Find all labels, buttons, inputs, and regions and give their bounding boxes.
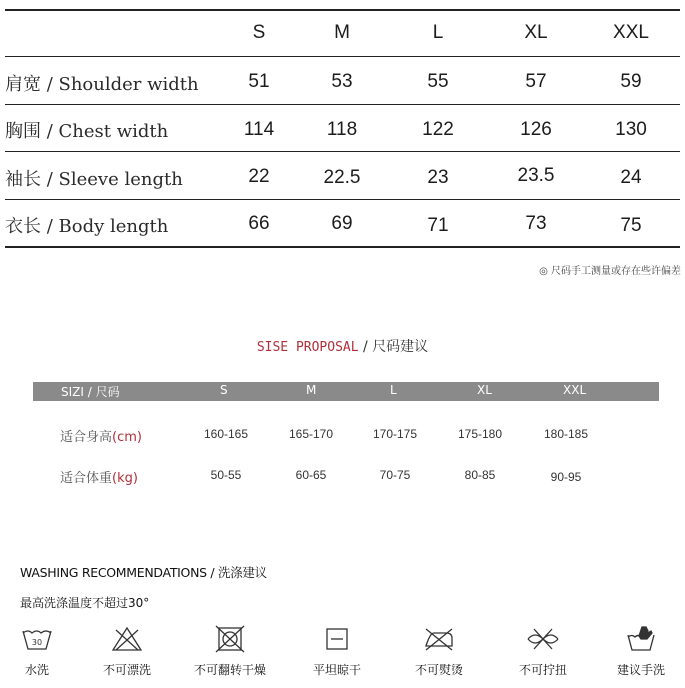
- weight-value: 70-75: [379, 468, 411, 482]
- wash-tub-30-icon: [20, 625, 54, 653]
- proposal-title-sep: /: [358, 339, 373, 355]
- table-cell: 57: [525, 71, 547, 92]
- table-cell: 51: [248, 71, 270, 92]
- size-header-xl: XL: [524, 22, 548, 43]
- table-cell: 23: [427, 167, 449, 188]
- weight-value: 50-55: [210, 468, 242, 482]
- table-cell: 71: [427, 215, 449, 236]
- table-cell: 22.5: [323, 167, 361, 188]
- proposal-size-l: L: [390, 383, 397, 397]
- proposal-size-xl: XL: [477, 383, 492, 397]
- wash-label: 建议手洗: [616, 663, 665, 677]
- table-cell: 75: [620, 215, 642, 236]
- table-rule: [5, 151, 680, 152]
- no-wring-icon: [526, 625, 560, 653]
- washing-temp-note: 最高洗涤温度不超过30°: [20, 596, 150, 610]
- row-label-shoulder: 肩宽 / Shoulder width: [5, 74, 199, 95]
- no-bleach-icon: [110, 625, 144, 653]
- hand-wash-icon: [624, 625, 658, 653]
- no-tumble-dry-icon: [213, 625, 247, 653]
- size-header-s: S: [252, 22, 266, 43]
- weight-label: [60, 467, 138, 486]
- wash-label: 不可熨烫: [414, 663, 463, 677]
- table-cell: 122: [422, 119, 454, 140]
- height-value: 160-165: [203, 427, 249, 441]
- height-value: 165-170: [288, 427, 334, 441]
- weight-value: 90-95: [550, 470, 582, 484]
- wash-label: 不可拧扭: [518, 663, 567, 677]
- height-value: 170-175: [372, 427, 418, 441]
- height-label: [60, 426, 142, 445]
- table-rule: [5, 199, 680, 200]
- wash-label: 不可漂洗: [102, 663, 151, 677]
- proposal-size-xxl: XXL: [563, 383, 587, 397]
- table-cell: 24: [620, 167, 642, 188]
- table-cell: 69: [331, 213, 353, 234]
- table-cell: 126: [520, 119, 552, 140]
- size-header-xxl: XXL: [613, 22, 649, 43]
- table-cell: 130: [615, 119, 647, 140]
- weight-label-text: 适合体重: [60, 471, 113, 486]
- proposal-header-label: SIZI / 尺码: [61, 385, 120, 399]
- row-label-sleeve: 袖长 / Sleeve length: [5, 169, 183, 190]
- table-top-rule: [5, 9, 680, 11]
- row-label-body: 衣长 / Body length: [5, 216, 169, 237]
- height-label-text: 适合身高: [60, 430, 113, 445]
- wash-label: 水洗: [24, 663, 49, 677]
- row-label-chest: 胸围 / Chest width: [5, 121, 169, 142]
- height-unit: (cm): [112, 430, 142, 445]
- proposal-title: [0, 336, 685, 356]
- table-cell: 22: [248, 166, 270, 187]
- proposal-title-cn: 尺码建议: [372, 339, 429, 355]
- proposal-title-en: SISE PROPOSAL: [256, 340, 359, 355]
- weight-unit: (kg): [112, 471, 138, 486]
- proposal-size-s: S: [220, 383, 228, 397]
- table-cell: 59: [620, 71, 642, 92]
- washing-title: WASHING RECOMMENDATIONS / 洗涤建议: [20, 565, 267, 580]
- weight-value: 80-85: [464, 468, 496, 482]
- proposal-size-m: M: [306, 383, 317, 397]
- proposal-header-bar: [33, 382, 659, 401]
- table-cell: 114: [243, 119, 275, 140]
- wash-label: 平坦晾干: [312, 663, 361, 677]
- svg-text:30: 30: [31, 638, 43, 647]
- measurement-note: ◎ 尺码手工测量或存在些许偏差: [539, 266, 681, 277]
- table-cell: 66: [248, 213, 270, 234]
- table-bottom-rule: [5, 246, 680, 248]
- table-cell: 53: [331, 71, 353, 92]
- size-header-l: L: [432, 22, 444, 43]
- dry-flat-icon: [320, 625, 354, 653]
- size-header-m: M: [334, 22, 350, 43]
- weight-value: 60-65: [295, 468, 327, 482]
- table-rule: [5, 56, 680, 57]
- no-iron-icon: [422, 625, 456, 653]
- table-cell: 118: [326, 119, 358, 140]
- table-cell: 55: [427, 71, 449, 92]
- wash-label: 不可翻转干燥: [193, 663, 266, 677]
- table-rule: [5, 104, 680, 105]
- height-value: 175-180: [457, 427, 503, 441]
- table-cell: 73: [525, 213, 547, 234]
- table-cell: 23.5: [517, 165, 555, 186]
- height-value: 180-185: [543, 427, 589, 441]
